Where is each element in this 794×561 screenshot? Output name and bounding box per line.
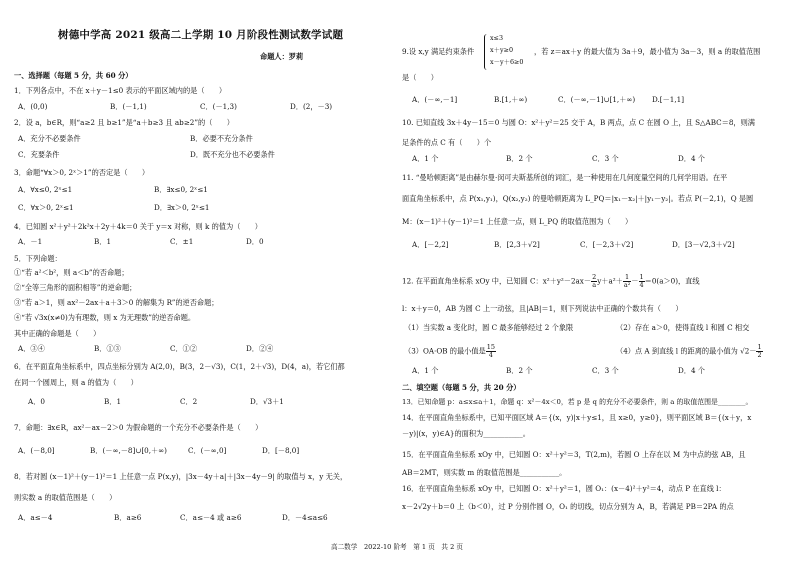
q7-option-a: A．(－8,0] xyxy=(18,446,55,455)
q10-stem-line1: 10. 已知直线 3x＋4y－15＝0 与圆 O：x²＋y²＝25 交于 A，B 两点，点 C 在圆 O 上，且 S△ABC＝8，则满 xyxy=(402,118,755,127)
q10-stem-line2: 足条件的点 C 有（ ）个 xyxy=(402,138,492,147)
q8-option-c: C．a≤－4 或 a≥6 xyxy=(180,513,242,522)
q12-statement-3 xyxy=(404,344,496,359)
q8-stem-line1: 8．若对圆 (x－1)²＋(y－1)²＝1 上任意一点 P(x,y)，|3x－4y＋a|＋|3x－4y－9| 的取值与 x，y 无关， xyxy=(14,472,348,481)
q1-stem: 1．下列各点中，不在 x＋y－1≤0 表示的平面区域内的是（ ） xyxy=(14,86,227,95)
page-title: 树德中学高 2021 级高二上学期 10 月阶段性测试数学试题 xyxy=(58,29,344,41)
q8-stem-line2: 则实数 a 的取值范围是（ ） xyxy=(14,493,117,502)
q16-stem-line2: x－2√2y＋b＝0 上（b＜0），过 P 分别作圆 O，O₁ 的切线，切点分别为 A，B，若满足 PB＝2PA 的点 xyxy=(402,502,734,511)
q12-option-a: A．1 个 xyxy=(412,366,439,375)
q8-option-b: B．a≥6 xyxy=(114,513,142,522)
q5-statement-4: ④“若 √3x(x≠0)为有理数，则 x 为无理数”的逆否命题。 xyxy=(14,313,196,322)
q15-stem-line2: AB＝2MT，则实数 m 的取值范围是___________。 xyxy=(402,468,567,477)
q3-option-a: A．∀x≤0, 2ˣ≤1 xyxy=(18,185,73,194)
q9-option-c: C．(－∞,－1]∪[1,＋∞) xyxy=(558,95,636,104)
q3-option-d: D．∃x＞0, 2ˣ≤1 xyxy=(154,203,210,212)
q12-statement-2: （2）存在 a＞0，使得直线 l 和圆 C 相交 xyxy=(616,323,750,332)
q5-option-a: A．③④ xyxy=(18,344,45,353)
q2-option-a: A．充分不必要条件 xyxy=(18,134,81,143)
q1-option-b: B．(－1,1) xyxy=(110,102,147,111)
q15-stem-line1: 15．在平面直角坐标系 xOy 中，已知圆 O：x²＋y²＝3，T(2,m)，若圆 O 上存在以 M 为中点的弦 AB，且 xyxy=(402,450,746,459)
author-line: 命题人：罗莉 xyxy=(260,52,304,61)
q9-constraint-2: x＋y≥0 xyxy=(490,46,514,54)
q4-option-c: C．±1 xyxy=(170,237,194,246)
q2-option-d: D．既不充分也不必要条件 xyxy=(190,150,275,159)
q9-option-d: D.[－1,1] xyxy=(652,95,685,104)
q5-option-d: D．②④ xyxy=(246,344,274,353)
q9-option-b: B.[1,＋∞) xyxy=(494,95,528,104)
q12-stem-part2: y＋a²＋ xyxy=(597,276,623,286)
page-footer: 高二数学 2022-10 阶考 第 1 页 共 2 页 xyxy=(331,543,463,551)
q10-option-d: D．4 个 xyxy=(678,154,705,163)
q8-option-a: A．a≤－4 xyxy=(18,513,53,522)
q6-stem-line2: 在同一个圆周上，则 a 的值为（ ） xyxy=(14,378,138,387)
q10-option-b: B．2 个 xyxy=(506,154,533,163)
q12-option-b: B．2 个 xyxy=(506,366,533,375)
q7-option-d: D．[－8,0] xyxy=(262,446,300,455)
q1-option-d: D．(2，－3) xyxy=(290,102,333,111)
q2-option-c: C．充要条件 xyxy=(18,150,60,159)
q4-option-b: B．1 xyxy=(94,237,112,246)
q11-stem-line1: 11. “曼哈顿距离”是由赫尔曼·闵可夫斯基所创的词汇，是一种使用在几何度量空间的几何学用语。在平 xyxy=(402,173,728,182)
q5-option-c: C．①② xyxy=(170,344,198,353)
q9-constraint-3: x－y＋6≥0 xyxy=(490,58,524,66)
q5-statement-2: ②“全等三角形的面积相等”的逆命题； xyxy=(14,283,137,292)
q9-stem-pre: 9.设 x,y 满足约束条件 xyxy=(402,47,475,56)
q3-option-c: C．∀x＞0, 2ˣ≤1 xyxy=(18,203,74,212)
q7-stem: 7．命题：∃x∈R，ax²－ax－2＞0 为假命题的一个充分不必要条件是（ ） xyxy=(14,423,263,432)
q12-fraction-1-over-a2: $\frac{1}{\text{a²}}$ xyxy=(623,273,631,289)
q11-option-c: C．[－2,3＋√2] xyxy=(580,240,634,249)
q4-stem: 4．已知圆 x²＋y²＋2k²x＋2y＋4k＝0 关于 y＝x 对称，则 k 的值为（ ） xyxy=(14,222,262,231)
q11-option-b: B．[2,3＋√2] xyxy=(494,240,540,249)
q9-constraint-1: x≤3 xyxy=(490,34,504,42)
q4-option-d: D．0 xyxy=(246,237,264,246)
q12-statement-4-text: （4）点 A 到直线 l 的距离的最小值为 √2－ xyxy=(616,346,757,356)
q12-fraction-2-over-a: $\frac{2}{a}$ xyxy=(592,273,597,289)
q6-option-b: B．1 xyxy=(104,397,122,406)
section-1-heading: 一、选择题（每题 5 分，共 60 分） xyxy=(14,71,133,80)
q12-statement-1: （1）当实数 a 变化时，圆 C 最多能够经过 2 个象限 xyxy=(404,323,574,332)
q12-option-c: C．3 个 xyxy=(592,366,619,375)
q5-option-b: B．①③ xyxy=(94,344,121,353)
q12-fraction-1-over-4: $\frac{1}{4}$ xyxy=(639,273,644,289)
q12-fraction-1-over-2: $\frac{1}{2}$ xyxy=(757,343,762,359)
section-2-heading: 二、填空题（每题 5 分，共 20 分） xyxy=(402,383,521,392)
q6-option-d: D．√3＋1 xyxy=(250,397,284,406)
q11-option-a: A．[－2,2] xyxy=(412,240,449,249)
q6-option-c: C．2 xyxy=(180,397,198,406)
q13-stem: 13．已知命题 p：a≤x≤a＋1，命题 q：x²－4x＜0，若 p 是 q 的充分不必要条件，则 a 的取值范围是________。 xyxy=(402,398,753,406)
q2-stem: 2．设 a，b∈R，则“a≥2 且 b≥1”是“a＋b≥3 且 ab≥2”的（ ） xyxy=(14,118,234,127)
q5-stem: 5．下列命题： xyxy=(14,254,62,263)
q6-option-a: A．0 xyxy=(28,397,45,406)
q6-stem-line1: 6．在平面直角坐标系中，四点坐标分别为 A(2,0)，B(3，2－√3)，C(1，2＋√3)，D(4，a)，若它们都 xyxy=(14,362,345,371)
q5-statement-1: ①“若 a²＜b²，则 a＜b”的否命题； xyxy=(14,268,129,277)
q12-stem-line1 xyxy=(402,274,700,289)
q10-option-a: A．1 个 xyxy=(412,154,439,163)
q11-stem-line3: M：(x－1)²＋(y－1)²＝1 上任意一点，则 L_PQ 的取值范围为（ ） xyxy=(402,217,633,226)
q1-option-a: A．(0,0) xyxy=(18,102,48,111)
q11-option-d: D．[3－√2,3＋√2] xyxy=(672,240,735,249)
q1-option-c: C．(－1,3) xyxy=(200,102,237,111)
q14-stem-line2: －y)|(x，y)∈A}的面积为___________。 xyxy=(402,429,530,438)
q12-stem-line2: l：x＋y＝0，AB 为圆 C 上一动弦，且|AB|＝1，则下列说法中正确的个数共有（ ） xyxy=(402,304,683,313)
q12-stem-part3: － xyxy=(631,276,639,286)
q5-tail: 其中正确的命题是（ ） xyxy=(14,329,101,338)
q4-option-a: A．－1 xyxy=(18,237,43,246)
q9-stem-post: ，若 z＝ax＋y 的最大值为 3a＋9，最小值为 3a－3，则 a 的取值范围 xyxy=(534,47,761,56)
q9-system-brace xyxy=(484,34,489,70)
q16-stem-line1: 16．在平面直角坐标系 xOy 中，已知圆 O：x²＋y²＝1，圆 O₁：(x－4)²＋y²＝4，动点 P 在直线 l： xyxy=(402,484,726,493)
q3-option-b: B．∃x≤0, 2ˣ≤1 xyxy=(154,185,208,194)
q2-option-b: B．必要不充分条件 xyxy=(190,134,253,143)
q11-stem-line2: 面直角坐标系中，点 P(x₁,y₁)，Q(x₂,y₂) 的曼哈顿距离为 L_PQ＝|x₁－x₂|＋|y₁－y₂|。若点 P(－2,1)，Q 是圆 xyxy=(402,194,754,203)
q12-option-d: D．4 个 xyxy=(678,366,705,375)
q8-option-d: D．－4≤a≤6 xyxy=(282,513,328,522)
q12-stem-part1: 12. 在平面直角坐标系 xOy 中，已知圆 C：x²＋y²－2ax－ xyxy=(402,276,592,286)
q3-stem: 3．命题“∀x＞0, 2ˣ＞1”的否定是（ ） xyxy=(14,168,150,177)
q12-stem-part4: ＝0(a＞0)，直线 xyxy=(644,276,700,286)
q7-option-b: B．(－∞,－8]∪[0,＋∞) xyxy=(90,446,167,455)
q12-statement-4 xyxy=(616,344,763,359)
q7-option-c: C．(－∞,0] xyxy=(188,446,227,455)
q10-option-c: C．3 个 xyxy=(592,154,619,163)
q12-statement-3-text: （3）OA·OB 的最小值是 xyxy=(404,346,486,356)
q9-stem-tail: 是（ ） xyxy=(402,73,438,82)
q14-stem-line1: 14．在平面直角坐标系中，已知平面区域 A＝{(x，y)|x＋y≤1，且 x≥0，y≥0}，则平面区域 B＝{(x＋y，x xyxy=(402,413,752,422)
q9-option-a: A．(－∞,－1] xyxy=(412,95,458,104)
q5-statement-3: ③“若 a＞1，则 ax²－2ax＋a＋3＞0 的解集为 R”的逆否命题； xyxy=(14,298,219,307)
q12-fraction-15-over-4: $\frac{15}{4}$ xyxy=(486,343,495,359)
